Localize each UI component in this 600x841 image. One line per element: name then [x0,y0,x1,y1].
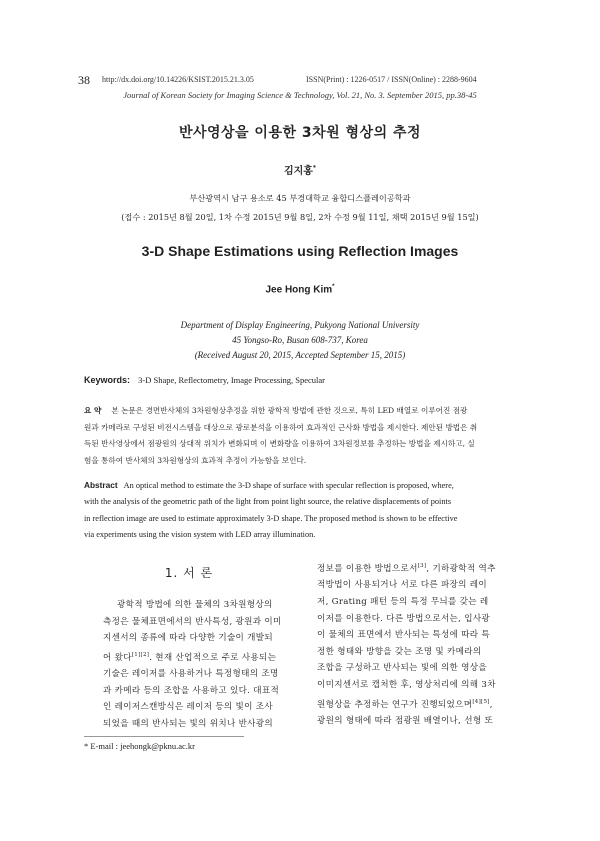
citation[interactable]: [3] [417,563,427,569]
doi-link[interactable]: http://dx.doi.org/10.14226/KSIST.2015.21.3.05 [102,75,254,84]
abstract-line: with the analysis of the geometric path of the light from point light source, the relative displacements of points [84,497,452,507]
body-line: 이미지센서로 캡처한 후, 영상처리에 의해 3차 [317,680,496,691]
body-line [103,647,295,666]
body-line: 조합을 구성하고 반사되는 빛에 의한 영상을 [317,663,487,674]
section-title: 1. 서 론 [164,566,214,580]
korean-author-name: 김지홍 [283,166,313,177]
body-line: 적방법이 사용되거나 서로 다른 파장의 레이 [317,580,487,591]
korean-affiliation: 부산광역시 남구 용소로 45 부경대학교 융합디스플레이공학과 [189,193,411,203]
body-line: 이 물체의 표면에서 반사되는 특성에 따라 특 [317,630,491,641]
body-line: 지센서의 종류에 따라 다양한 기술이 개발되 [103,633,273,644]
abstract-line: 득된 반사영상에서 점광원의 상대적 위치가 변화되며 이 변화량을 이용하여 3차원정보를 추정하는 방법을 제시하고, 실 [84,439,475,448]
body-line: 저, Grating 패턴 등의 특정 무늬를 갖는 레 [317,597,489,608]
journal-citation: Journal of Korean Society for Imaging Science & Technology, Vol. 21, No. 3. September 2015, pp.38-45 [123,90,477,100]
english-title: 3-D Shape Estimations using Reflection Images [141,243,459,259]
footnote-divider [84,736,244,737]
body-line [317,558,531,577]
korean-dates: (접수 : 2015년 8월 20일, 1차 수정 2015년 9월 8일, 2차 수정 9월 11일, 채택 2015년 9월 15일) [121,212,479,222]
body-column-left [103,597,295,733]
body-text: . 현재 산업적으로 주로 사용되는 [149,652,277,663]
abstract-text: 본 논문은 경면반사체의 3차원형상추정을 위한 광학적 방법에 관한 것으로, 특히 LED 배열로 이루어진 점광 [111,406,468,415]
abstract-line: in reflection image are used to estimate approximately 3-D shape. The proposed method is shown to be effective [84,513,458,523]
body-line: 이저를 이용한다. 다른 방법으로서는, 입사광 [317,613,491,624]
body-text: , 기하광학적 역추 [426,563,496,574]
korean-title: 반사영상을 이용한 3차원 형상의 추정 [178,125,422,141]
abstract-text: An optical method to estimate the 3-D shape of surface with specular reflection is proposed, where, [123,481,454,490]
body-line: 인 레이저스캔방식은 레이저 등의 빛이 조사 [103,702,273,713]
english-author-name: Jee Hong Kim [265,284,333,296]
body-text: , [489,699,493,710]
body-text: 정보를 이용한 방법으로서 [317,563,418,574]
keywords-label: Keywords: [84,375,131,385]
keywords [84,375,325,385]
english-address: 45 Yongso-Ro, Busan 608-737, Korea [232,335,368,345]
english-abstract-label: Abstract [84,480,118,490]
page-number: 38 [78,73,90,87]
body-line: 측정은 물체표면에서의 반사특성, 광원과 이미 [103,616,282,627]
abstract-line [84,477,531,494]
body-text: 어 왔다 [103,652,132,663]
korean-author [0,162,600,177]
abstract-line: 험을 통하여 반사체의 3차원형상의 효과적 추정이 가능함을 보인다. [84,455,307,465]
korean-abstract [84,403,531,469]
citation[interactable]: [4][5] [472,698,490,705]
english-department: Department of Display Engineering, Pukyong National University [180,320,420,330]
body-column-right [317,558,531,730]
body-line [317,694,531,713]
keywords-text: 3-D Shape, Reflectometry, Image Processing, Specular [138,375,326,385]
abstract-line: via experiments using the vision system with LED array illumination. [84,529,316,539]
korean-abstract-label: 요 약 [84,406,102,415]
body-line: 되었을 때의 반사되는 빛의 위치나 반사광의 [103,719,273,730]
abstract-line: 원과 카메라로 구성된 비전시스템을 대상으로 광로분석을 이용하여 효과적인 근사화 방법을 제시한다. 제안된 방법은 취 [84,422,478,432]
issn: ISSN(Print) : 1226-0517 / ISSN(Online) : 2288-9604 [306,75,477,84]
body-line: 기술은 레이저를 사용하거나 특정형태의 조명 [103,669,279,680]
body-line: 과 카메라 등의 조합을 사용하고 있다. 대표적 [103,685,280,696]
author-mark: * [312,164,317,172]
abstract-line [84,403,531,420]
body-line: 정한 형태와 방향을 갖는 조명 및 카메라의 [317,646,482,657]
author-mark: * [332,284,335,290]
body-line: 광학적 방법에 의한 물체의 3차원형상의 [117,600,273,610]
english-abstract [84,477,531,543]
citation[interactable]: [1][2] [131,651,150,658]
english-received: (Received August 20, 2015, Accepted September 15, 2015) [194,350,406,360]
english-author [0,284,600,295]
body-text: 원형상을 추정하는 연구가 진행되었으며 [317,699,473,710]
body-line: 광원의 형태에 따라 점광원 배열이나, 선형 또 [317,716,494,727]
footnote-email[interactable]: * E-mail : jeehongk@pknu.ac.kr [84,741,195,751]
